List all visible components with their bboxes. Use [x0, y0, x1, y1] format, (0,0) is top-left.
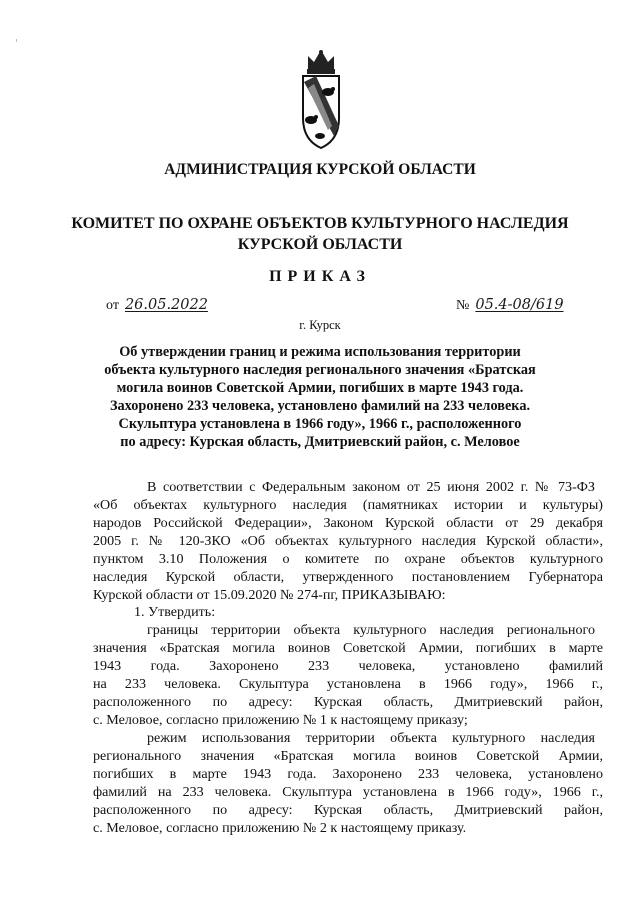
- body-line: Курской области от 15.09.2020 № 274-пг, ПРИКАЗЫВАЮ:: [93, 587, 446, 603]
- body-line: погибших в марте 1943 года. Захоронено 233 человека, установлено: [93, 766, 603, 782]
- body-line: режим использования территории объекта культурного наследия: [147, 730, 595, 746]
- committee-heading-line1: КОМИТЕТ ПО ОХРАНЕ ОБЪЕКТОВ КУЛЬТУРНОГО НАСЛЕДИЯ: [71, 215, 569, 232]
- committee-heading-line2: КУРСКОЙ ОБЛАСТИ: [237, 236, 403, 253]
- date-label: от: [106, 298, 119, 313]
- title-line: Захоронено 233 человека, установлено фамилий на 233 человека.: [109, 398, 531, 414]
- body-line: 2005 г. № 120-ЗКО «Об объектах культурного наследия Курской области»,: [93, 533, 603, 549]
- title-line: объекта культурного наследия регионального значения «Братская: [104, 362, 536, 378]
- body-line: пунктом 3.10 Положения о комитете по охране объектов культурного: [93, 551, 603, 567]
- date-value: 26.05.2022: [124, 297, 208, 313]
- order-date: [106, 297, 208, 314]
- committee-heading: [60, 213, 580, 255]
- body-line: на 233 человека. Скульптура установлена в 1966 году», 1966 г.,: [93, 676, 603, 692]
- body-line: народов Российской Федерации», Законом Курской области от 29 декабря: [93, 515, 603, 531]
- body-line: значения «Братская могила воинов Советской Армии, погибших в марте: [93, 640, 603, 656]
- order-number: [456, 297, 564, 314]
- body-line: регионального значения «Братская могила воинов Советской Армии,: [93, 748, 603, 764]
- body-line: наследия Курской области, утвержденного постановлением Губернатора: [93, 569, 603, 585]
- city-line: г. Курск: [299, 318, 341, 332]
- body-line: с. Меловое, согласно приложению № 1 к настоящему приказу;: [93, 712, 468, 728]
- body-line: расположенного по адресу: Курская область, Дмитриевский район,: [93, 802, 603, 818]
- number-label: №: [456, 298, 470, 313]
- body-line: В соответствии с Федеральным законом от 25 июня 2002 г. № 73-ФЗ: [147, 479, 595, 495]
- body-line: 1943 года. Захоронено 233 человека, установлено фамилий: [93, 658, 603, 674]
- scan-speck: [16, 39, 17, 42]
- body-line: 1. Утвердить:: [134, 604, 216, 620]
- coat-of-arms-emblem: [296, 48, 346, 150]
- body-line: расположенного по адресу: Курская область, Дмитриевский район,: [93, 694, 603, 710]
- body-line: «Об объектах культурного наследия (памятниках истории и культуры): [93, 497, 603, 513]
- number-value: 05.4-08/619: [475, 297, 564, 313]
- title-line: могила воинов Советской Армии, погибших в марте 1943 года.: [116, 380, 524, 396]
- title-line: по адресу: Курская область, Дмитриевский район, с. Меловое: [120, 434, 520, 450]
- order-title: [94, 343, 546, 451]
- administration-heading: АДМИНИСТРАЦИЯ КУРСКОЙ ОБЛАСТИ: [164, 161, 476, 178]
- title-line: Скульптура установлена в 1966 году», 1966 г., расположенного: [118, 416, 522, 432]
- body-line: границы территории объекта культурного наследия регионального: [147, 622, 595, 638]
- body-line: с. Меловое, согласно приложению № 2 к настоящему приказу.: [93, 820, 467, 836]
- body-line: фамилий на 233 человека. Скульптура установлена в 1966 году», 1966 г.,: [93, 784, 603, 800]
- title-line: Об утверждении границ и режима использования территории: [119, 344, 521, 360]
- document-type-title: ПРИКАЗ: [269, 268, 371, 285]
